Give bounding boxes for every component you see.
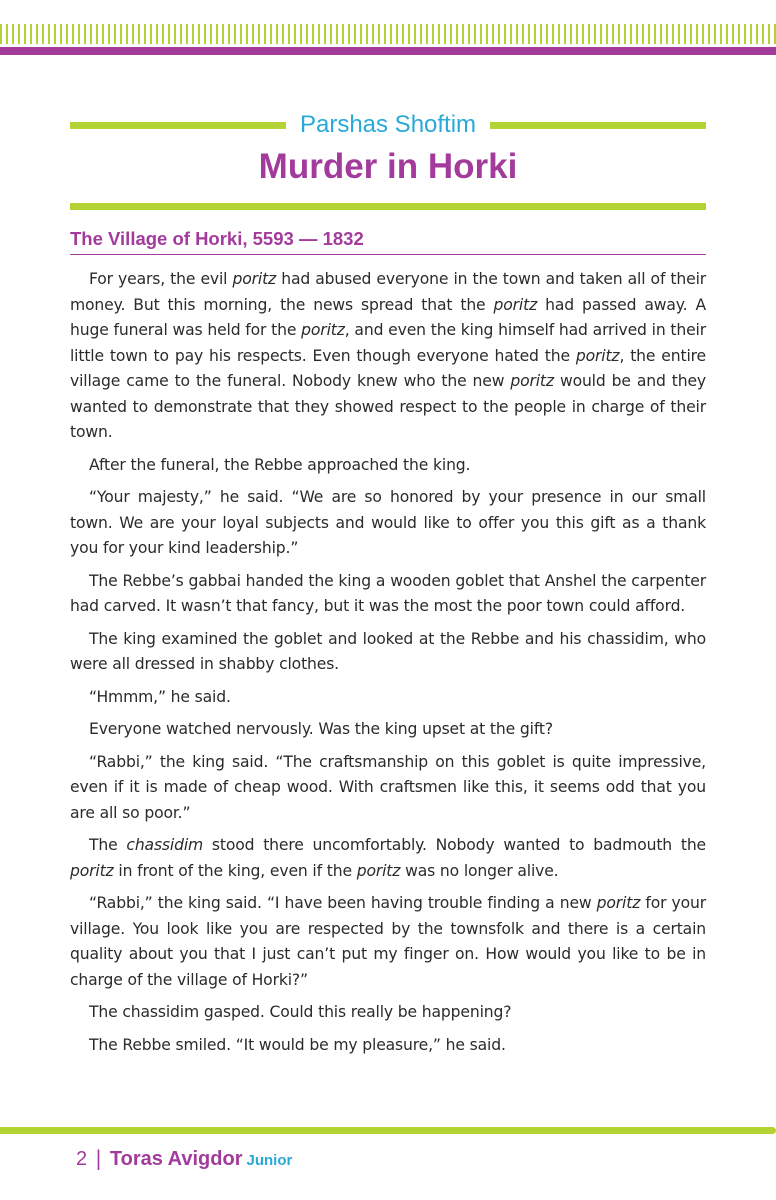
story-paragraph — [70, 569, 706, 620]
text-run: After the funeral, the Rebbe approached the king. — [89, 455, 471, 474]
text-run: The king examined the goblet and looked at the Rebbe and his chassidim, who were all dressed in shabby clothes. — [70, 629, 706, 673]
text-run: The Rebbe smiled. “It would be my pleasure,” he said. — [89, 1035, 506, 1054]
text-run: “Your majesty,” he said. “We are so honored by your presence in our small town. We are your loyal subjects and would like to offer you this gift as a thank you for your kind leadership.” — [70, 488, 706, 557]
text-run: in front of the king, even if the — [113, 861, 357, 880]
text-run: would be and they wanted to demonstrate that they showed respect to the people in charge of their town. — [70, 372, 706, 441]
page-footer — [76, 1146, 292, 1176]
italic-term: poritz — [493, 295, 538, 314]
story-paragraph — [70, 891, 706, 993]
subtitle-right-rule — [490, 122, 706, 129]
italic-term: poritz — [301, 321, 345, 339]
section-heading: The Village of Horki, 5593 — 1832 — [70, 228, 706, 255]
chapter-subtitle: Parshas Shoftim — [299, 111, 477, 138]
italic-term: chassidim — [126, 836, 204, 854]
subtitle-row — [70, 105, 706, 145]
text-run: , and even the king himself had arrived in their little town to pay his respects. Even though everyone hated the — [70, 321, 707, 365]
text-run: The Rebbe’s gabbai handed the king a wooden goblet that Anshel the carpenter had carved. It wasn’t that fancy, but it was the most the poor town could afford. — [70, 571, 706, 615]
brand-name: Toras Avigdor — [109, 1148, 243, 1170]
italic-term: poritz — [70, 861, 114, 880]
story-paragraph — [70, 485, 706, 562]
text-run: “Rabbi,” the king said. “The craftsmanship on this goblet is quite impressive, even if it is made of cheap wood. With craftsmen like this, it seems odd that you are all so poor.” — [70, 752, 706, 822]
text-run: had abused everyone in the town and taken all of their money. But this morning, the news spread that the — [70, 270, 707, 314]
text-run: Everyone watched nervously. Was the king upset at the gift? — [89, 720, 553, 738]
story-paragraph — [70, 717, 706, 743]
story-paragraph — [70, 833, 706, 884]
text-run: For years, the evil — [89, 270, 233, 288]
chapter-title: Murder in Horki — [258, 147, 518, 186]
story-paragraph — [70, 750, 706, 827]
story-body — [70, 267, 706, 1065]
text-run: was no longer alive. — [400, 861, 559, 880]
text-run: stood there uncomfortably. Nobody wanted to badmouth the — [203, 836, 706, 854]
brand-subname: Junior — [246, 1152, 293, 1169]
text-run: The — [89, 836, 127, 854]
bottom-green-bar — [0, 1127, 776, 1134]
text-run: for your village. You look like you are respected by the townsfolk and there is a certain quality about you that I just can’t put my finger on. How would you like to be in charge of the village of Horki?” — [70, 894, 706, 989]
italic-term: poritz — [356, 861, 401, 880]
italic-term: poritz — [596, 894, 641, 912]
italic-term: poritz — [232, 270, 277, 288]
chapter-header — [70, 105, 706, 210]
page-number: 2 — [76, 1148, 88, 1170]
italic-term: poritz — [575, 346, 620, 365]
story-paragraph — [70, 1033, 706, 1059]
text-run: The chassidim gasped. Could this really be happening? — [89, 1003, 512, 1021]
text-run: had passed away. A huge funeral was held for the — [70, 295, 706, 339]
italic-term: poritz — [510, 372, 554, 390]
text-run: , the entire village came to the funeral. Nobody knew who the new — [70, 346, 706, 390]
story-paragraph — [70, 267, 706, 446]
text-run: “Rabbi,” the king said. “I have been having trouble finding a new — [89, 894, 597, 912]
story-paragraph — [70, 627, 706, 678]
story-paragraph — [70, 1000, 706, 1026]
footer-divider: | — [95, 1146, 102, 1170]
text-run: “Hmmm,” he said. — [89, 687, 231, 706]
top-purple-bar — [0, 47, 776, 55]
top-decorative-ticks — [0, 24, 776, 44]
story-paragraph — [70, 685, 706, 711]
title-underline-rule — [70, 203, 706, 210]
subtitle-left-rule — [70, 122, 286, 129]
story-paragraph — [70, 453, 706, 479]
